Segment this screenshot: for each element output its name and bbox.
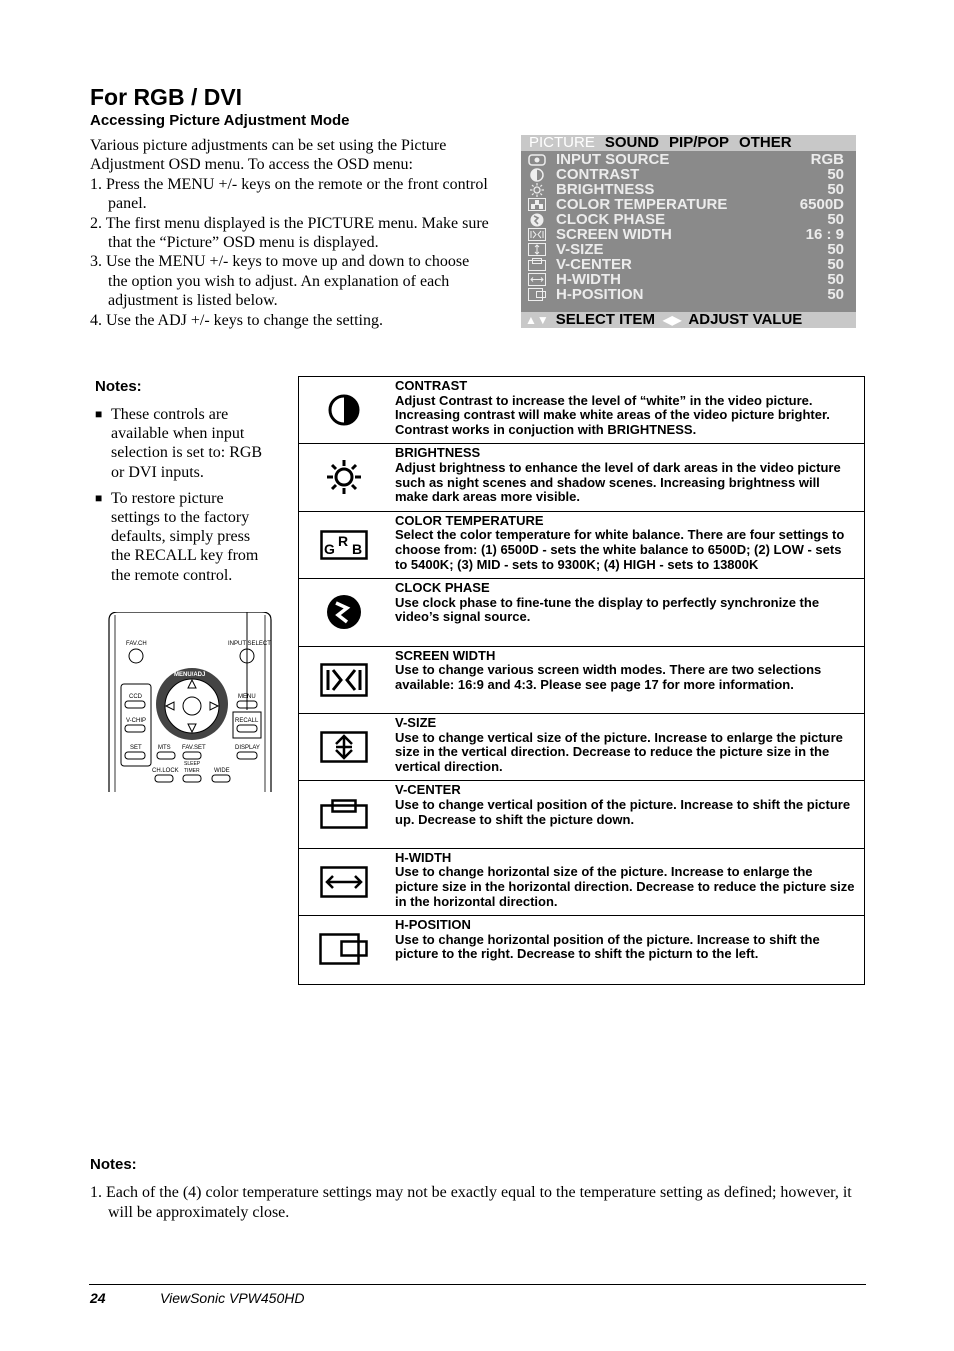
adjustment-name: CONTRAST — [395, 378, 468, 393]
osd-row-input-source — [521, 152, 856, 167]
intro-step: 2. The first menu displayed is the PICTURE menu. Make sure that the “Picture” OSD menu is displayed. — [90, 214, 489, 252]
osd-row-value: 50 — [827, 166, 844, 183]
remote-label-sleep: SLEEP — [184, 761, 201, 767]
adjustment-desc: Use to change vertical position of the picture. Increase to shift the picture up. Decrease to shift the picture down. — [395, 796, 851, 827]
table-row-h-width — [299, 849, 864, 916]
osd-row-contrast — [521, 167, 856, 182]
table-row-color-temperature — [299, 512, 864, 579]
osd-tab-picture: PICTURE — [529, 134, 595, 151]
intro-paragraph: Various picture adjustments can be set using the Picture Adjustment OSD menu. To access the OSD menu: — [90, 137, 447, 174]
osd-row-v-center — [521, 257, 856, 272]
osd-row-label: V-CENTER — [556, 256, 632, 273]
up-down-arrows-icon: ▲▼ — [525, 313, 549, 327]
notes-list — [90, 1183, 860, 1222]
remote-label-timer: TIMER — [184, 768, 200, 774]
osd-row-clock-phase — [521, 212, 856, 227]
osd-footer — [521, 312, 856, 328]
remote-label-fav-set: FAV.SET — [182, 745, 206, 751]
h-width-icon — [319, 849, 369, 915]
remote-label-menu: MENU — [238, 694, 256, 700]
adjustment-desc: Use clock phase to fine-tune the display to perfectly synchronize the video’s signal source. — [395, 594, 820, 625]
adjustment-name: BRIGHTNESS — [395, 445, 481, 461]
osd-row-label: SCREEN WIDTH — [556, 226, 672, 243]
osd-row-label: BRIGHTNESS — [556, 181, 655, 198]
screen-width-icon — [319, 647, 369, 713]
footer-divider — [89, 1284, 866, 1285]
remote-label-display: DISPLAY — [235, 745, 260, 751]
osd-row-label: CONTRAST — [556, 166, 640, 183]
osd-row-value: RGB — [810, 151, 844, 168]
footer-product-name: ViewSonic VPW450HD — [160, 1290, 305, 1306]
table-row-h-position — [299, 916, 864, 983]
adjustment-desc: Use to change vertical size of the picture. Increase to enlarge the picture size in the vertical direction. Decrease to reduce the picture size in the vertical direction. — [395, 729, 843, 774]
brightness-icon — [528, 183, 546, 196]
adjustment-name: V-CENTER — [395, 782, 461, 798]
clock-phase-icon — [319, 579, 369, 645]
adjustment-name: H-WIDTH — [395, 849, 452, 865]
adjustment-desc: Use to change horizontal size of the picture. Increase to enlarge the picture size in the horizontal direction. Decrease to reduce the picture size in the horizontal direction. — [395, 864, 855, 909]
osd-row-value: 50 — [827, 256, 844, 273]
table-row-clock-phase — [299, 579, 864, 646]
osd-tab-other: OTHER — [739, 134, 792, 151]
osd-tab-sound: SOUND — [604, 134, 660, 151]
osd-row-label: V-SIZE — [556, 241, 604, 258]
square-bullet-icon: ■ — [95, 407, 103, 421]
remote-label-fav-ch: FAV.CH — [126, 641, 147, 647]
intro-step: 4. Use the ADJ +/- keys to change the setting. — [90, 311, 383, 329]
remote-label-mts: MTS — [158, 745, 171, 751]
contrast-icon — [528, 168, 546, 181]
adjustment-table — [298, 376, 865, 985]
v-size-icon — [528, 243, 546, 256]
adjustment-desc: Select the color temperature for white balance. There are four settings to choose from: (1) 6500D - sets the white balance to 6500D; (2) LOW - sets to 5400K; (3) MID - sets to 9300K; (4) HIGH - sets to 13800K — [395, 527, 845, 572]
osd-row-value: 50 — [827, 241, 844, 258]
page-number: 24 — [90, 1290, 106, 1306]
osd-row-h-position — [521, 287, 856, 302]
adjustment-desc: Use to change horizontal position of the picture. Increase to shift the picture to the right. Decrease to shift the picturn to the left. — [395, 931, 820, 962]
adjustment-name: SCREEN WIDTH — [395, 647, 496, 663]
table-row-v-size — [299, 714, 864, 781]
left-right-arrows-icon: ◀▶ — [662, 313, 682, 327]
table-row-brightness — [299, 444, 864, 511]
osd-row-value: 6500D — [799, 196, 844, 213]
h-width-icon — [528, 273, 546, 286]
osd-row-value: 50 — [827, 286, 844, 303]
osd-row-label: CLOCK PHASE — [556, 211, 666, 228]
remote-label-input-select: INPUT SELECT — [228, 641, 271, 647]
remote-control-illustration — [108, 612, 272, 792]
osd-row-value: 50 — [827, 181, 844, 198]
h-position-icon — [319, 916, 369, 982]
osd-row-brightness — [521, 182, 856, 197]
osd-row-label: H-POSITION — [556, 286, 644, 303]
table-row-contrast — [299, 377, 864, 444]
remote-label-wide: WIDE — [214, 768, 230, 774]
intro-steps — [90, 175, 490, 330]
adjustment-name: CLOCK PHASE — [395, 580, 490, 596]
osd-row-value: 16 : 9 — [805, 226, 844, 243]
screen-width-icon — [528, 228, 546, 241]
note-item — [95, 489, 270, 585]
osd-row-v-size — [521, 242, 856, 257]
remote-label-set: SET — [130, 745, 142, 751]
adjustment-name: H-POSITION — [395, 917, 471, 933]
intro-step: 3. Use the MENU +/- keys to move up and down to choose the option you wish to adjust. An explanation of each adjustment is listed below. — [90, 253, 470, 310]
adjustment-desc: Adjust Contrast to increase the level of “white” in the video picture. Increasing contrast will make white areas of the video picture brighter. Contrast works in conjuction with BRIGHTNESS. — [395, 392, 830, 437]
osd-row-label: INPUT SOURCE — [556, 151, 670, 168]
intro-step: 1. Press the MENU +/- keys on the remote or the front control panel. — [90, 175, 488, 213]
adjustment-desc: Use to change various screen width modes. There are two selections available: 16:9 and 4:3. Please see page 17 for more information. — [395, 662, 822, 692]
table-row-screen-width — [299, 647, 864, 714]
note-item: 1. Each of the (4) color temperature settings may not be exactly equal to the temperature setting as defined; however, it will be approximately close. — [90, 1184, 852, 1221]
v-size-icon — [319, 714, 369, 780]
notes-heading: Notes: — [90, 1156, 137, 1173]
color-temp-letter-r: R — [338, 532, 349, 549]
adjustment-desc: Adjust brightness to enhance the level of dark areas in the video picture such as night scenes and shadow scenes. Increasing brightness will make dark areas more visible. — [395, 459, 841, 505]
osd-tabs — [521, 135, 856, 151]
clock-phase-icon — [528, 213, 546, 226]
osd-row-h-width — [521, 272, 856, 287]
section-subtitle: Accessing Picture Adjustment Mode — [90, 112, 350, 129]
note-text: To restore picture settings to the factory defaults, simply press the RECALL key from the remote control. — [111, 489, 259, 584]
color-temperature-icon — [319, 512, 369, 578]
osd-row-color-temperature — [521, 197, 856, 212]
table-row-v-center — [299, 781, 864, 848]
color-temp-letter-g: G — [324, 540, 335, 557]
remote-label-ccd: CCD — [129, 694, 142, 700]
square-bullet-icon: ■ — [95, 490, 103, 505]
notes-heading: Notes: — [95, 378, 142, 395]
h-position-icon — [528, 288, 546, 301]
note-text: These controls are available when input selection is set to: RGB or DVI inputs. — [111, 406, 263, 481]
input-source-icon — [528, 153, 546, 166]
page-title: For RGB / DVI — [90, 84, 243, 110]
v-center-icon — [528, 258, 546, 271]
color-temperature-icon — [528, 198, 546, 211]
osd-row-label: H-WIDTH — [556, 271, 621, 288]
osd-row-value: 50 — [827, 271, 844, 288]
note-item — [95, 405, 270, 482]
osd-menu — [521, 135, 856, 328]
color-temp-letter-b: B — [352, 540, 363, 557]
osd-row-label: COLOR TEMPERATURE — [556, 196, 728, 213]
osd-row-screen-width — [521, 227, 856, 242]
osd-footer-select: SELECT ITEM — [555, 311, 655, 328]
adjustment-name: V-SIZE — [395, 714, 437, 730]
remote-label-menu-adj: MENU/ADJ — [174, 672, 206, 678]
v-center-icon — [319, 781, 369, 847]
brightness-icon — [319, 444, 369, 510]
osd-row-value: 50 — [827, 211, 844, 228]
intro-text — [90, 136, 490, 330]
notes-list — [95, 405, 270, 592]
osd-tab-pip-pop: PIP/POP — [669, 134, 730, 151]
remote-label-recall: RECALL — [235, 718, 259, 724]
adjustment-name: COLOR TEMPERATURE — [395, 512, 544, 528]
osd-footer-adjust: ADJUST VALUE — [688, 311, 803, 328]
remote-label-v-chip: V-CHIP — [126, 718, 147, 724]
remote-label-ch-lock: CH.LOCK — [152, 768, 179, 774]
contrast-icon — [319, 377, 369, 443]
